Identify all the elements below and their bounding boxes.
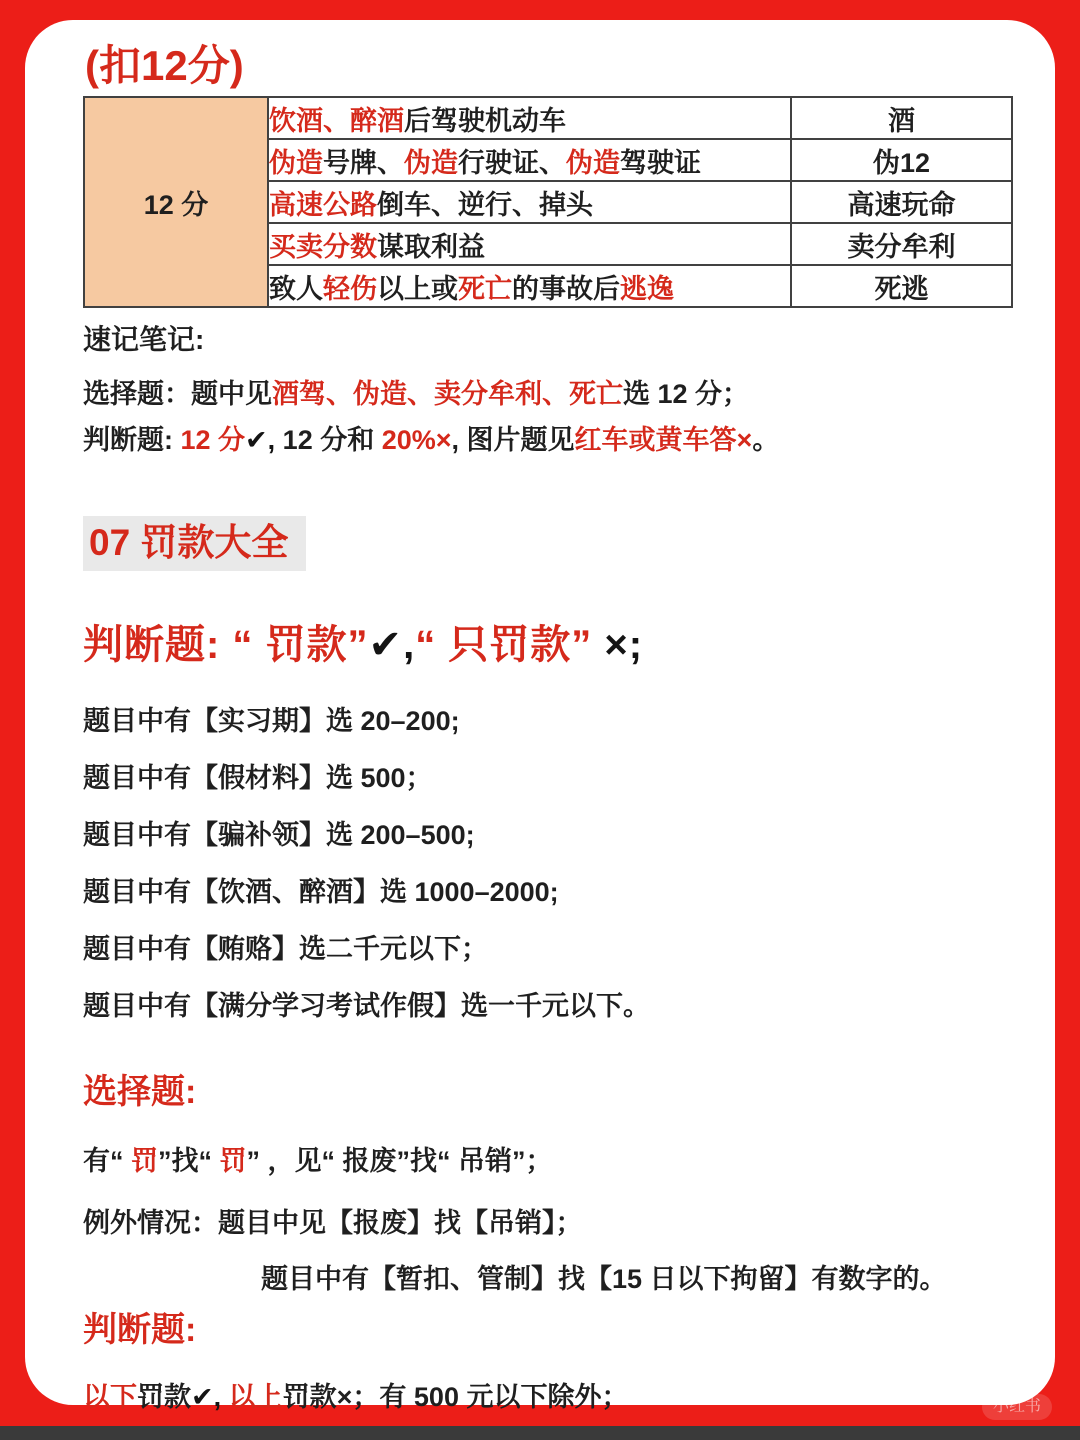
keyword-cell: 卖分牟利 <box>791 223 1012 265</box>
list-item: 题目中有【实习期】选 20–200; <box>83 706 460 736</box>
keyword-cell: 酒 <box>791 97 1012 139</box>
choice-heading: 选择题: <box>83 1073 197 1111</box>
xiaohongshu-watermark: 小红书 <box>982 1394 1052 1420</box>
list-item: 题目中有【饮酒、醉酒】选 1000–2000; <box>83 877 559 907</box>
list-item: 题目中有【贿赂】选二千元以下； <box>83 934 488 964</box>
list-item: 题目中有【假材料】选 500； <box>83 763 433 793</box>
violation-cell: 高速公路倒车、逆行、掉头 <box>268 181 791 223</box>
section-badge: 07 罚款大全 <box>83 516 306 571</box>
violation-cell: 买卖分数谋取利益 <box>268 223 791 265</box>
bottom-strip <box>0 1426 1080 1440</box>
notes-choice-line: 选择题：题中见酒驾、伪造、卖分牟利、死亡选 12 分； <box>83 379 750 409</box>
penalty-table <box>83 96 1013 308</box>
list-item: 题目中有【满分学习考试作假】选一千元以下。 <box>83 991 650 1021</box>
page-title: (扣12分) <box>85 42 244 89</box>
choice-exception-line: 例外情况：题目中见【报废】找【吊销】； <box>83 1208 583 1238</box>
keyword-cell: 伪12 <box>791 139 1012 181</box>
violation-cell: 伪造号牌、伪造行驶证、伪造驾驶证 <box>268 139 791 181</box>
notes-judge-line: 判断题: 12 分✔, 12 分和 20%×, 图片题见红车或黄车答×。 <box>83 425 780 455</box>
choice-exception-line2: 题目中有【暂扣、管制】找【15 日以下拘留】有数字的。 <box>261 1264 947 1294</box>
judge2-heading: 判断题: <box>83 1311 197 1349</box>
judge-headline: 判断题: “ 罚款”✔,“ 只罚款” ×; <box>83 623 644 667</box>
score-cell: 12 分 <box>84 97 268 307</box>
violation-cell: 致人轻伤以上或死亡的事故后逃逸 <box>268 265 791 307</box>
judge2-rule-line: 以下罚款✔, 以上罚款×；有 500 元以下除外； <box>83 1382 629 1412</box>
table-row <box>84 97 1012 139</box>
choice-rule-line: 有“ 罚”找“ 罚” ，见“ 报废”找“ 吊销”； <box>83 1146 553 1176</box>
notes-heading: 速记笔记: <box>83 324 205 355</box>
keyword-cell: 死逃 <box>791 265 1012 307</box>
keyword-cell: 高速玩命 <box>791 181 1012 223</box>
list-item: 题目中有【骗补领】选 200–500; <box>83 820 475 850</box>
violation-cell: 饮酒、醉酒后驾驶机动车 <box>268 97 791 139</box>
